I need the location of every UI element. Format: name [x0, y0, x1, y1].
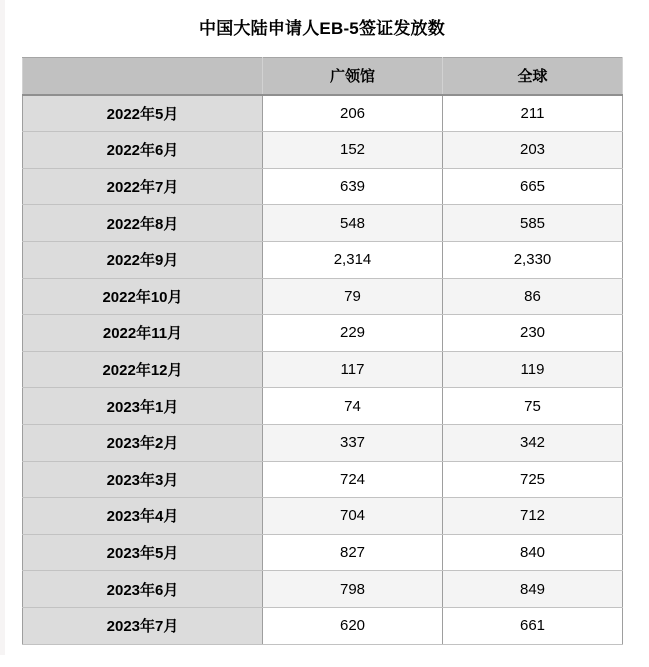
month-cell: 2023年5月 — [23, 534, 263, 571]
guangzhou-value-cell: 798 — [263, 571, 443, 608]
guangzhou-value-cell: 79 — [263, 278, 443, 315]
header-cell-worldwide: 全球 — [443, 58, 623, 95]
worldwide-value-cell: 585 — [443, 205, 623, 242]
month-cell: 2023年1月 — [23, 388, 263, 425]
worldwide-value-cell: 342 — [443, 424, 623, 461]
table-body — [23, 95, 623, 644]
worldwide-value-cell: 840 — [443, 534, 623, 571]
worldwide-value-cell: 712 — [443, 498, 623, 535]
worldwide-value-cell: 849 — [443, 571, 623, 608]
table-row — [23, 95, 623, 132]
worldwide-value-cell: 665 — [443, 168, 623, 205]
table-row — [23, 534, 623, 571]
page-title: 中国大陆申请人EB-5签证发放数 — [199, 19, 445, 38]
month-cell: 2023年6月 — [23, 571, 263, 608]
page-left-edge — [0, 0, 5, 655]
guangzhou-value-cell: 206 — [263, 95, 443, 132]
month-cell: 2022年10月 — [23, 278, 263, 315]
table-row — [23, 205, 623, 242]
worldwide-value-cell: 211 — [443, 95, 623, 132]
month-cell: 2022年7月 — [23, 168, 263, 205]
header-cell-month-blank — [23, 58, 263, 95]
worldwide-value-cell: 86 — [443, 278, 623, 315]
guangzhou-value-cell: 74 — [263, 388, 443, 425]
worldwide-value-cell: 119 — [443, 351, 623, 388]
guangzhou-value-cell: 724 — [263, 461, 443, 498]
worldwide-value-cell: 203 — [443, 132, 623, 169]
table-row — [23, 571, 623, 608]
table-row — [23, 241, 623, 278]
guangzhou-value-cell: 2,314 — [263, 241, 443, 278]
worldwide-value-cell: 661 — [443, 607, 623, 644]
header-cell-guangzhou-consulate: 广领馆 — [263, 58, 443, 95]
table-row — [23, 424, 623, 461]
worldwide-value-cell: 725 — [443, 461, 623, 498]
month-cell: 2022年5月 — [23, 95, 263, 132]
table-row — [23, 607, 623, 644]
guangzhou-value-cell: 229 — [263, 315, 443, 352]
table-header-row — [23, 58, 623, 95]
month-cell: 2023年2月 — [23, 424, 263, 461]
table-row — [23, 132, 623, 169]
guangzhou-value-cell: 152 — [263, 132, 443, 169]
month-cell: 2022年8月 — [23, 205, 263, 242]
guangzhou-value-cell: 620 — [263, 607, 443, 644]
worldwide-value-cell: 230 — [443, 315, 623, 352]
guangzhou-value-cell: 337 — [263, 424, 443, 461]
worldwide-value-cell: 75 — [443, 388, 623, 425]
month-cell: 2023年3月 — [23, 461, 263, 498]
month-cell: 2022年9月 — [23, 241, 263, 278]
month-cell: 2023年4月 — [23, 498, 263, 535]
eb5-visa-table — [22, 57, 623, 645]
month-cell: 2023年7月 — [23, 607, 263, 644]
table-row — [23, 461, 623, 498]
month-cell: 2022年11月 — [23, 315, 263, 352]
guangzhou-value-cell: 548 — [263, 205, 443, 242]
worldwide-value-cell: 2,330 — [443, 241, 623, 278]
guangzhou-value-cell: 827 — [263, 534, 443, 571]
table-row — [23, 278, 623, 315]
guangzhou-value-cell: 704 — [263, 498, 443, 535]
month-cell: 2022年12月 — [23, 351, 263, 388]
month-cell: 2022年6月 — [23, 132, 263, 169]
table-row — [23, 351, 623, 388]
guangzhou-value-cell: 639 — [263, 168, 443, 205]
table-row — [23, 315, 623, 352]
table-row — [23, 498, 623, 535]
table-row — [23, 168, 623, 205]
page-content — [22, 0, 622, 645]
guangzhou-value-cell: 117 — [263, 351, 443, 388]
table-row — [23, 388, 623, 425]
